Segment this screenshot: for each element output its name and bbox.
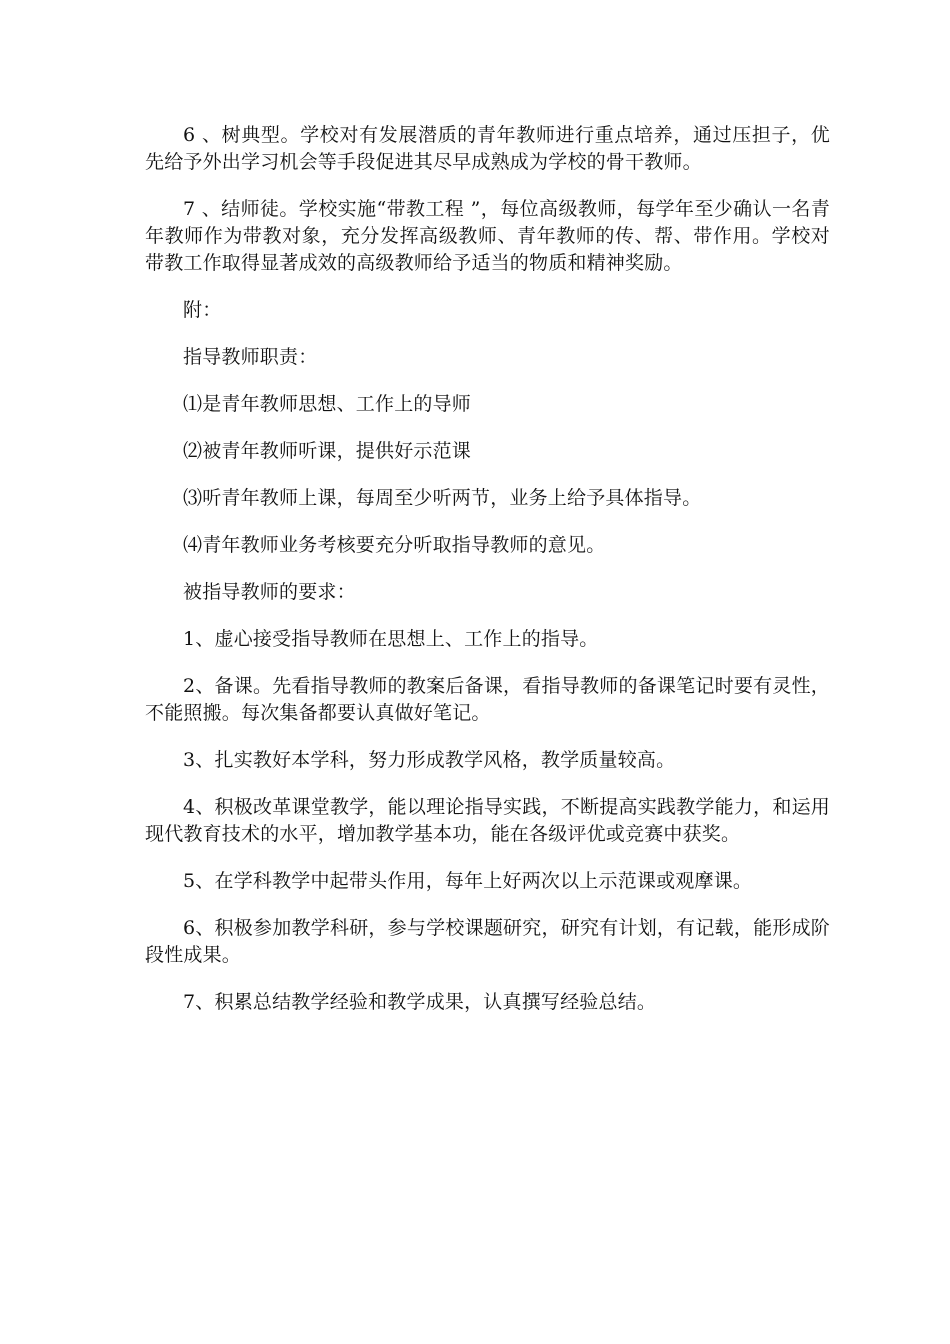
mentee-requirement-7: 7、积累总结教学经验和教学成果，认真撰写经验总结。 [183,991,657,1013]
mentor-duty-2: ⑵被青年教师听课，提供好示范课 [183,440,472,462]
document-body [145,122,830,1036]
paragraph-item-6: 6 、树典型。学校对有发展潜质的青年教师进行重点培养，通过压担子，优先给予外出学习机会等手段促进其尽早成熟成为学校的骨干教师。 [145,124,830,173]
mentee-requirement-4: 4、积极改革课堂教学，能以理论指导实践，不断提高实践教学能力，和运用现代教育技术的水平，增加教学基本功，能在各级评优或竞赛中获奖。 [145,796,830,845]
mentee-requirement-1: 1、虚心接受指导教师在思想上、工作上的指导。 [183,628,599,650]
appendix-label: 附： [183,299,222,321]
mentee-requirement-6: 6、积极参加教学科研，参与学校课题研究，研究有计划，有记载，能形成阶段性成果。 [145,917,830,966]
mentee-requirement-5: 5、在学科教学中起带头作用，每年上好两次以上示范课或观摩课。 [183,870,753,892]
mentor-duty-3: ⑶听青年教师上课，每周至少听两节，业务上给予具体指导。 [183,487,702,509]
section-heading-mentor-duties: 指导教师职责： [183,346,318,368]
mentor-duty-4: ⑷青年教师业务考核要充分听取指导教师的意见。 [183,534,606,556]
section-heading-mentee-requirements: 被指导教师的要求： [183,581,356,603]
mentee-requirement-3: 3、扎实教好本学科，努力形成教学风格，教学质量较高。 [183,749,676,771]
mentor-duty-1: ⑴是青年教师思想、工作上的导师 [183,393,472,415]
mentee-requirement-2: 2、备课。先看指导教师的教案后备课，看指导教师的备课笔记时要有灵性，不能照搬。每次集备都要认真做好笔记。 [145,675,830,724]
paragraph-item-7: 7 、结师徒。学校实施“带教工程 ”，每位高级教师，每学年至少确认一名青年教师作为带教对象，充分发挥高级教师、青年教师的传、帮、带作用。学校对带教工作取得显著成效的高级教师给予适当的物质和精神奖励。 [145,198,830,274]
